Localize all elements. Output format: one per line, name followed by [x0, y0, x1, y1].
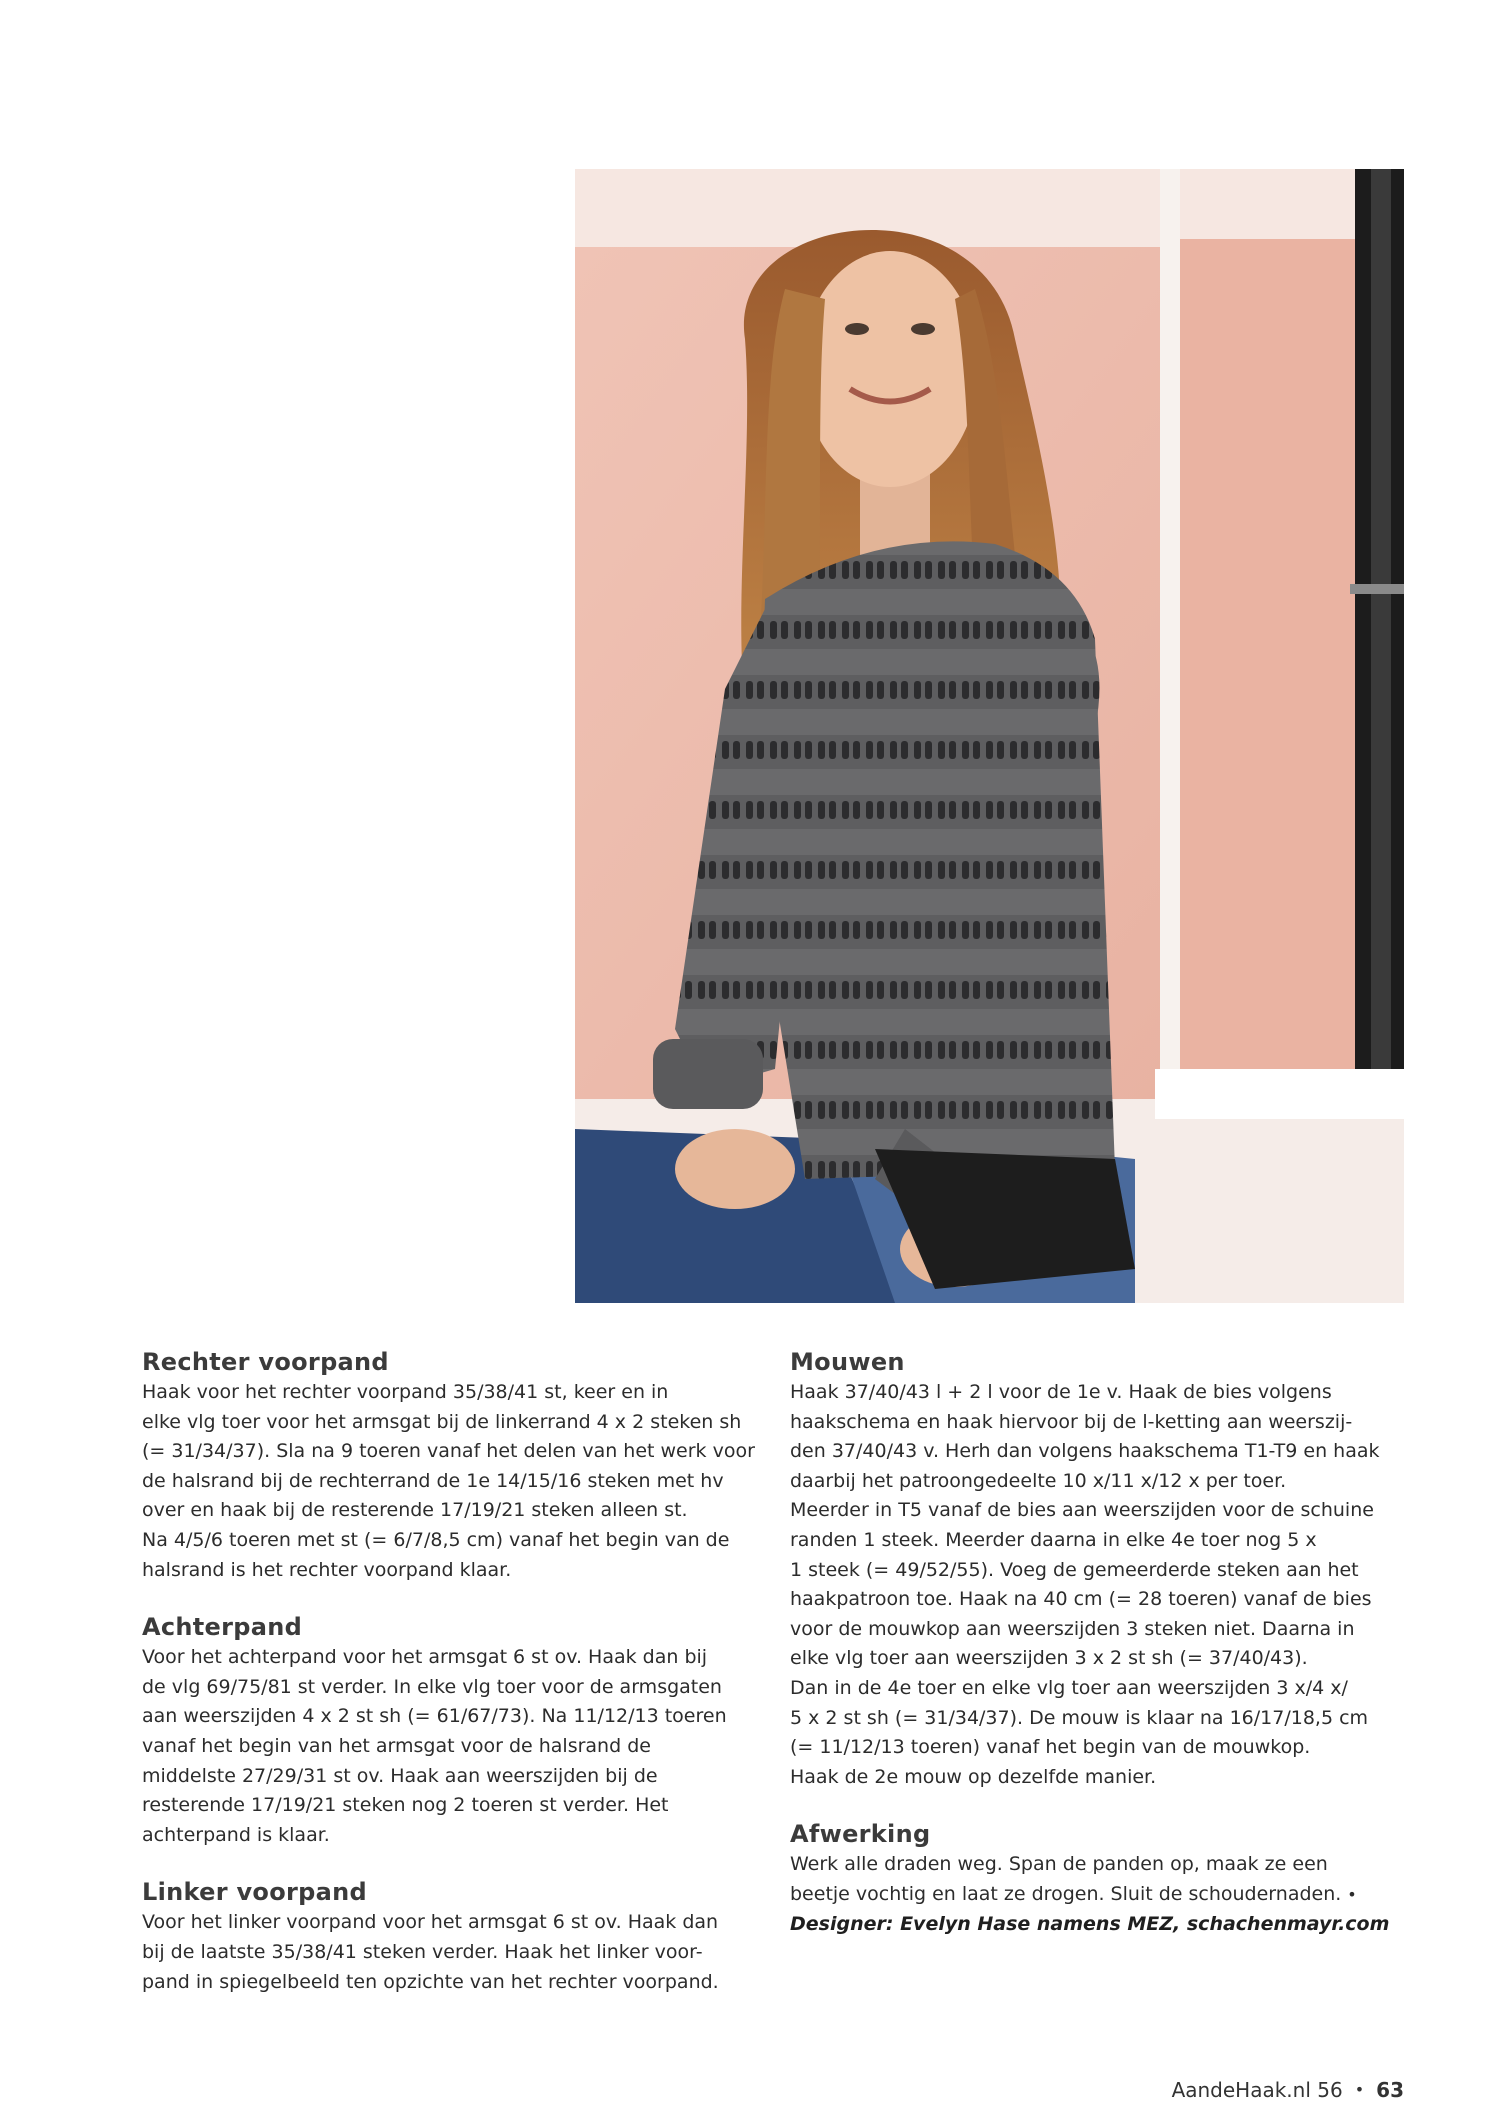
publication-name: AandeHaak.nl 56 [1171, 2078, 1343, 2102]
section-title: Rechter voorpand [142, 1348, 389, 1376]
section-text: Voor het linker voorpand voor het armsgat 6 st ov. Haak dan bij de laatste 35/38/41 steken verder. Haak het linker voor- pand in spiegelbeeld ten opzichte van het rechter voorpand. [142, 1911, 719, 1993]
section-afwerking [790, 1820, 1415, 1939]
section-linker-voorpand [142, 1878, 762, 1997]
cover-photo [575, 169, 1404, 1303]
right-column [790, 1348, 1415, 1967]
end-bullet: • [1347, 1884, 1357, 1904]
left-column [142, 1348, 762, 2025]
designer-credit: Designer: Evelyn Hase namens MEZ, schachenmayr.com [790, 1912, 1390, 1935]
section-title: Linker voorpand [142, 1878, 367, 1907]
section-title: Afwerking [790, 1820, 931, 1849]
section-title: Mouwen [790, 1348, 905, 1376]
section-text-body: Werk alle draden weg. Span de panden op, maak ze een beetje vochtig en laat ze drogen. Sluit de schoudernaden. [790, 1853, 1342, 1905]
section-title: Achterpand [142, 1613, 303, 1642]
section-text [790, 1850, 1415, 1909]
photo-illustration [575, 169, 1404, 1303]
section-text: Voor het achterpand voor het armsgat 6 st ov. Haak dan bij de vlg 69/75/81 st verder. In elke vlg toer voor de armsgaten aan weerszijden 4 x 2 st sh (= 61/67/73). Na 11/12/13 toeren vanaf het begin van het armsgat voor de halsrand de middelste 27/29/31 st ov. Haak aan weerszijden bij de resterende 17/19/21 steken nog 2 toeren st verder. Het achterpand is klaar. [142, 1646, 727, 1846]
section-achterpand [142, 1613, 762, 1850]
footer-separator: • [1354, 2080, 1365, 2099]
page-number: 63 [1376, 2078, 1404, 2102]
section-rechter-voorpand [142, 1348, 762, 1585]
section-text: Haak voor het rechter voorpand 35/38/41 st, keer en in elke vlg toer voor het armsgat bij de linkerrand 4 x 2 steken sh (= 31/34/37). Sla na 9 toeren vanaf het delen van het werk voor de halsrand bij de rechterrand de 1e 14/15/16 steken met hv over en haak bij de resterende 17/19/21 steken alleen st. Na 4/5/6 toeren met st (= 6/7/8,5 cm) vanaf het begin van de halsrand is het rechter voorpand klaar. [142, 1381, 755, 1581]
page-footer [1172, 2078, 1404, 2102]
section-mouwen [790, 1348, 1415, 1792]
section-text: Haak 37/40/43 l + 2 l voor de 1e v. Haak de bies volgens haakschema en haak hiervoor bij de l-ketting aan weerszij- den 37/40/43 v. Herh dan volgens haakschema T1-T9 en haak daarbij het patroongedeelte 10 x/11 x/12 x per toer. Meerder in T5 vanaf de bies aan weerszijden voor de schuine randen 1 steek. Meerder daarna in elke 4e toer nog 5 x 1 steek (= 49/52/55). Voeg de gemeerderde steken aan het haakpatroon toe. Haak na 40 cm (= 28 toeren) vanaf de bies voor de mouwkop aan weerszijden 3 steken niet. Daarna in elke vlg toer aan weerszijden 3 x 2 st sh (= 37/40/43). Dan in de 4e toer en elke vlg toer aan weerszijden 3 x/4 x/ 5 x 2 st sh (= 31/34/37). De mouw is klaar na 16/17/18,5 cm (= 11/12/13 toeren) vanaf het begin van de mouwkop. Haak de 2e mouw op dezelfde manier. [790, 1381, 1380, 1788]
